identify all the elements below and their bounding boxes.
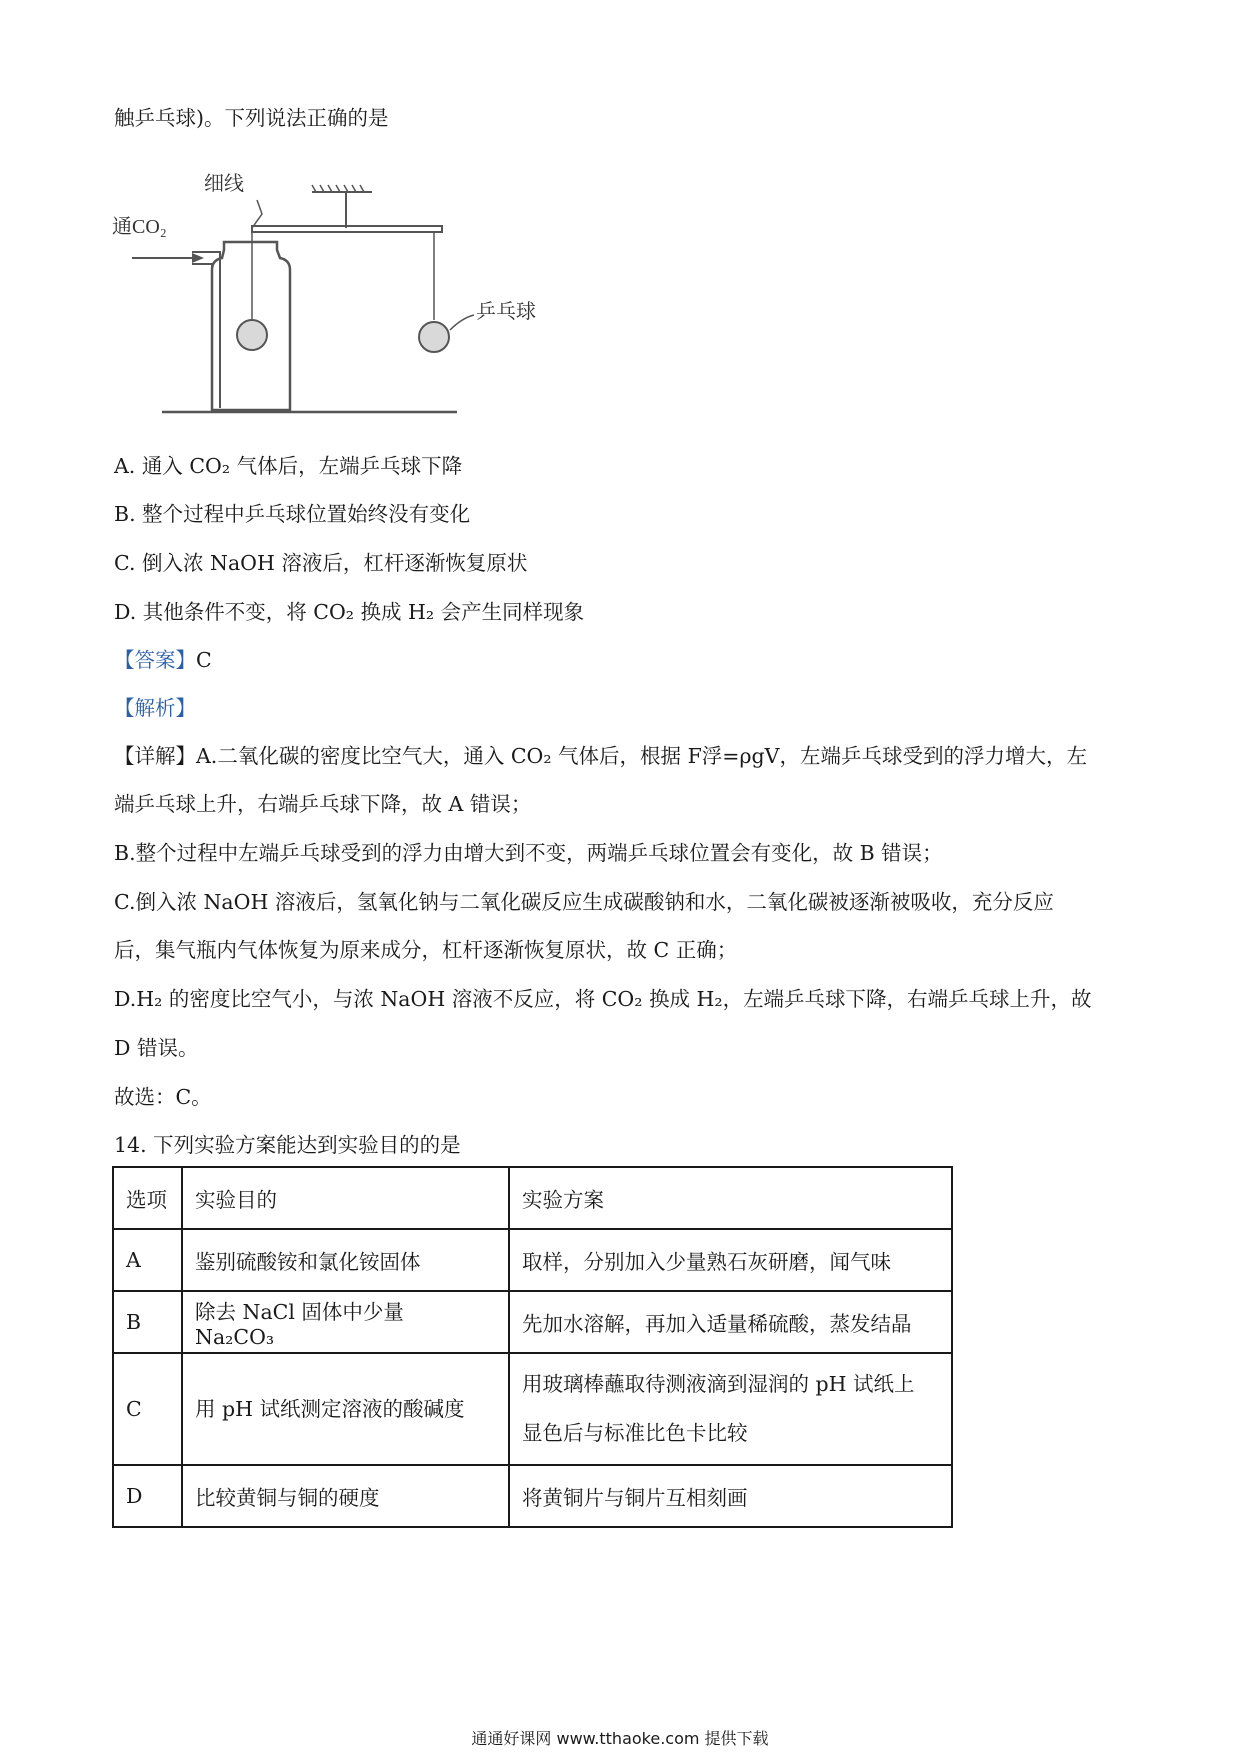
table-row [113, 1353, 952, 1465]
row-plan-line-2: 显色后与标准比色卡比较 [522, 1421, 748, 1445]
row-option: C [113, 1353, 182, 1465]
detail-line-5: 后，集气瓶内气体恢复为原来成分，杠杆逐渐恢复原状，故 C 正确； [114, 938, 738, 962]
row-purpose: 比较黄铜与铜的硬度 [182, 1465, 509, 1527]
header-plan: 实验方案 [509, 1167, 952, 1229]
option-d: D. 其他条件不变，将 CO₂ 换成 H₂ 会产生同样现象 [114, 600, 585, 624]
intro-text: 触乒乓球)。下列说法正确的是 [114, 106, 389, 130]
detail-line-7: D 错误。 [114, 1036, 199, 1060]
row-purpose: 用 pH 试纸测定溶液的酸碱度 [182, 1353, 509, 1465]
detail-line-6: D.H₂ 的密度比空气小，与浓 NaOH 溶液不反应，将 CO₂ 换成 H₂，左端乒乓球下降，右端乒乓球上升，故 [114, 987, 1092, 1011]
answer-value: C [196, 648, 212, 672]
header-purpose: 实验目的 [182, 1167, 509, 1229]
row-option: B [113, 1291, 182, 1353]
row-plan: 将黄铜片与铜片互相刻画 [509, 1465, 952, 1527]
row-option: A [113, 1229, 182, 1291]
table-row [113, 1465, 952, 1527]
detail-line-4: C.倒入浓 NaOH 溶液后，氢氧化钠与二氧化碳反应生成碳酸钠和水，二氧化碳被逐渐被吸收，充分反应 [114, 890, 1054, 914]
experiment-table [112, 1166, 953, 1528]
answer-label: 【答案】 [114, 648, 196, 672]
detail-line-2: 端乒乓球上升，右端乒乓球下降，故 A 错误； [114, 792, 532, 816]
table-header-row [113, 1167, 952, 1229]
thread-label: 细线 [204, 173, 244, 195]
question-14-title: 14. 下列实验方案能达到实验目的的是 [114, 1133, 461, 1157]
table-row [113, 1291, 952, 1353]
header-option: 选项 [113, 1167, 182, 1229]
co2-label: 通CO₂ [112, 216, 167, 238]
row-purpose: 除去 NaCl 固体中少量 Na₂CO₃ [182, 1291, 509, 1353]
table-row [113, 1229, 952, 1291]
row-plan: 先加水溶解，再加入适量稀硫酸，蒸发结晶 [509, 1291, 952, 1353]
row-plan [509, 1353, 952, 1465]
option-c: C. 倒入浓 NaOH 溶液后，杠杆逐渐恢复原状 [114, 551, 528, 575]
row-option: D [113, 1465, 182, 1527]
answer-line [114, 646, 212, 674]
analysis-label: 【解析】 [114, 696, 196, 720]
row-purpose: 鉴别硫酸铵和氯化铵固体 [182, 1229, 509, 1291]
option-a: A. 通入 CO₂ 气体后，左端乒乓球下降 [114, 454, 463, 478]
row-plan-line-1: 用玻璃棒蘸取待测液滴到湿润的 pH 试纸上 [522, 1372, 915, 1396]
row-plan: 取样，分别加入少量熟石灰研磨，闻气味 [509, 1229, 952, 1291]
experiment-diagram [112, 150, 582, 430]
footer-watermark: 通通好课网 www.tthaoke.com 提供下载 [471, 1729, 769, 1748]
detail-line-3: B.整个过程中左端乒乓球受到的浮力由增大到不变，两端乒乓球位置会有变化，故 B 错误； [114, 841, 943, 865]
choice-line: 故选：C。 [114, 1085, 212, 1109]
ball-label: 乒乓球 [476, 301, 536, 323]
detail-line-1: 【详解】A.二氧化碳的密度比空气大，通入 CO₂ 气体后，根据 F浮=ρgV，左端乒乓球受到的浮力增大，左 [114, 744, 1087, 768]
option-b: B. 整个过程中乒乓球位置始终没有变化 [114, 502, 471, 526]
